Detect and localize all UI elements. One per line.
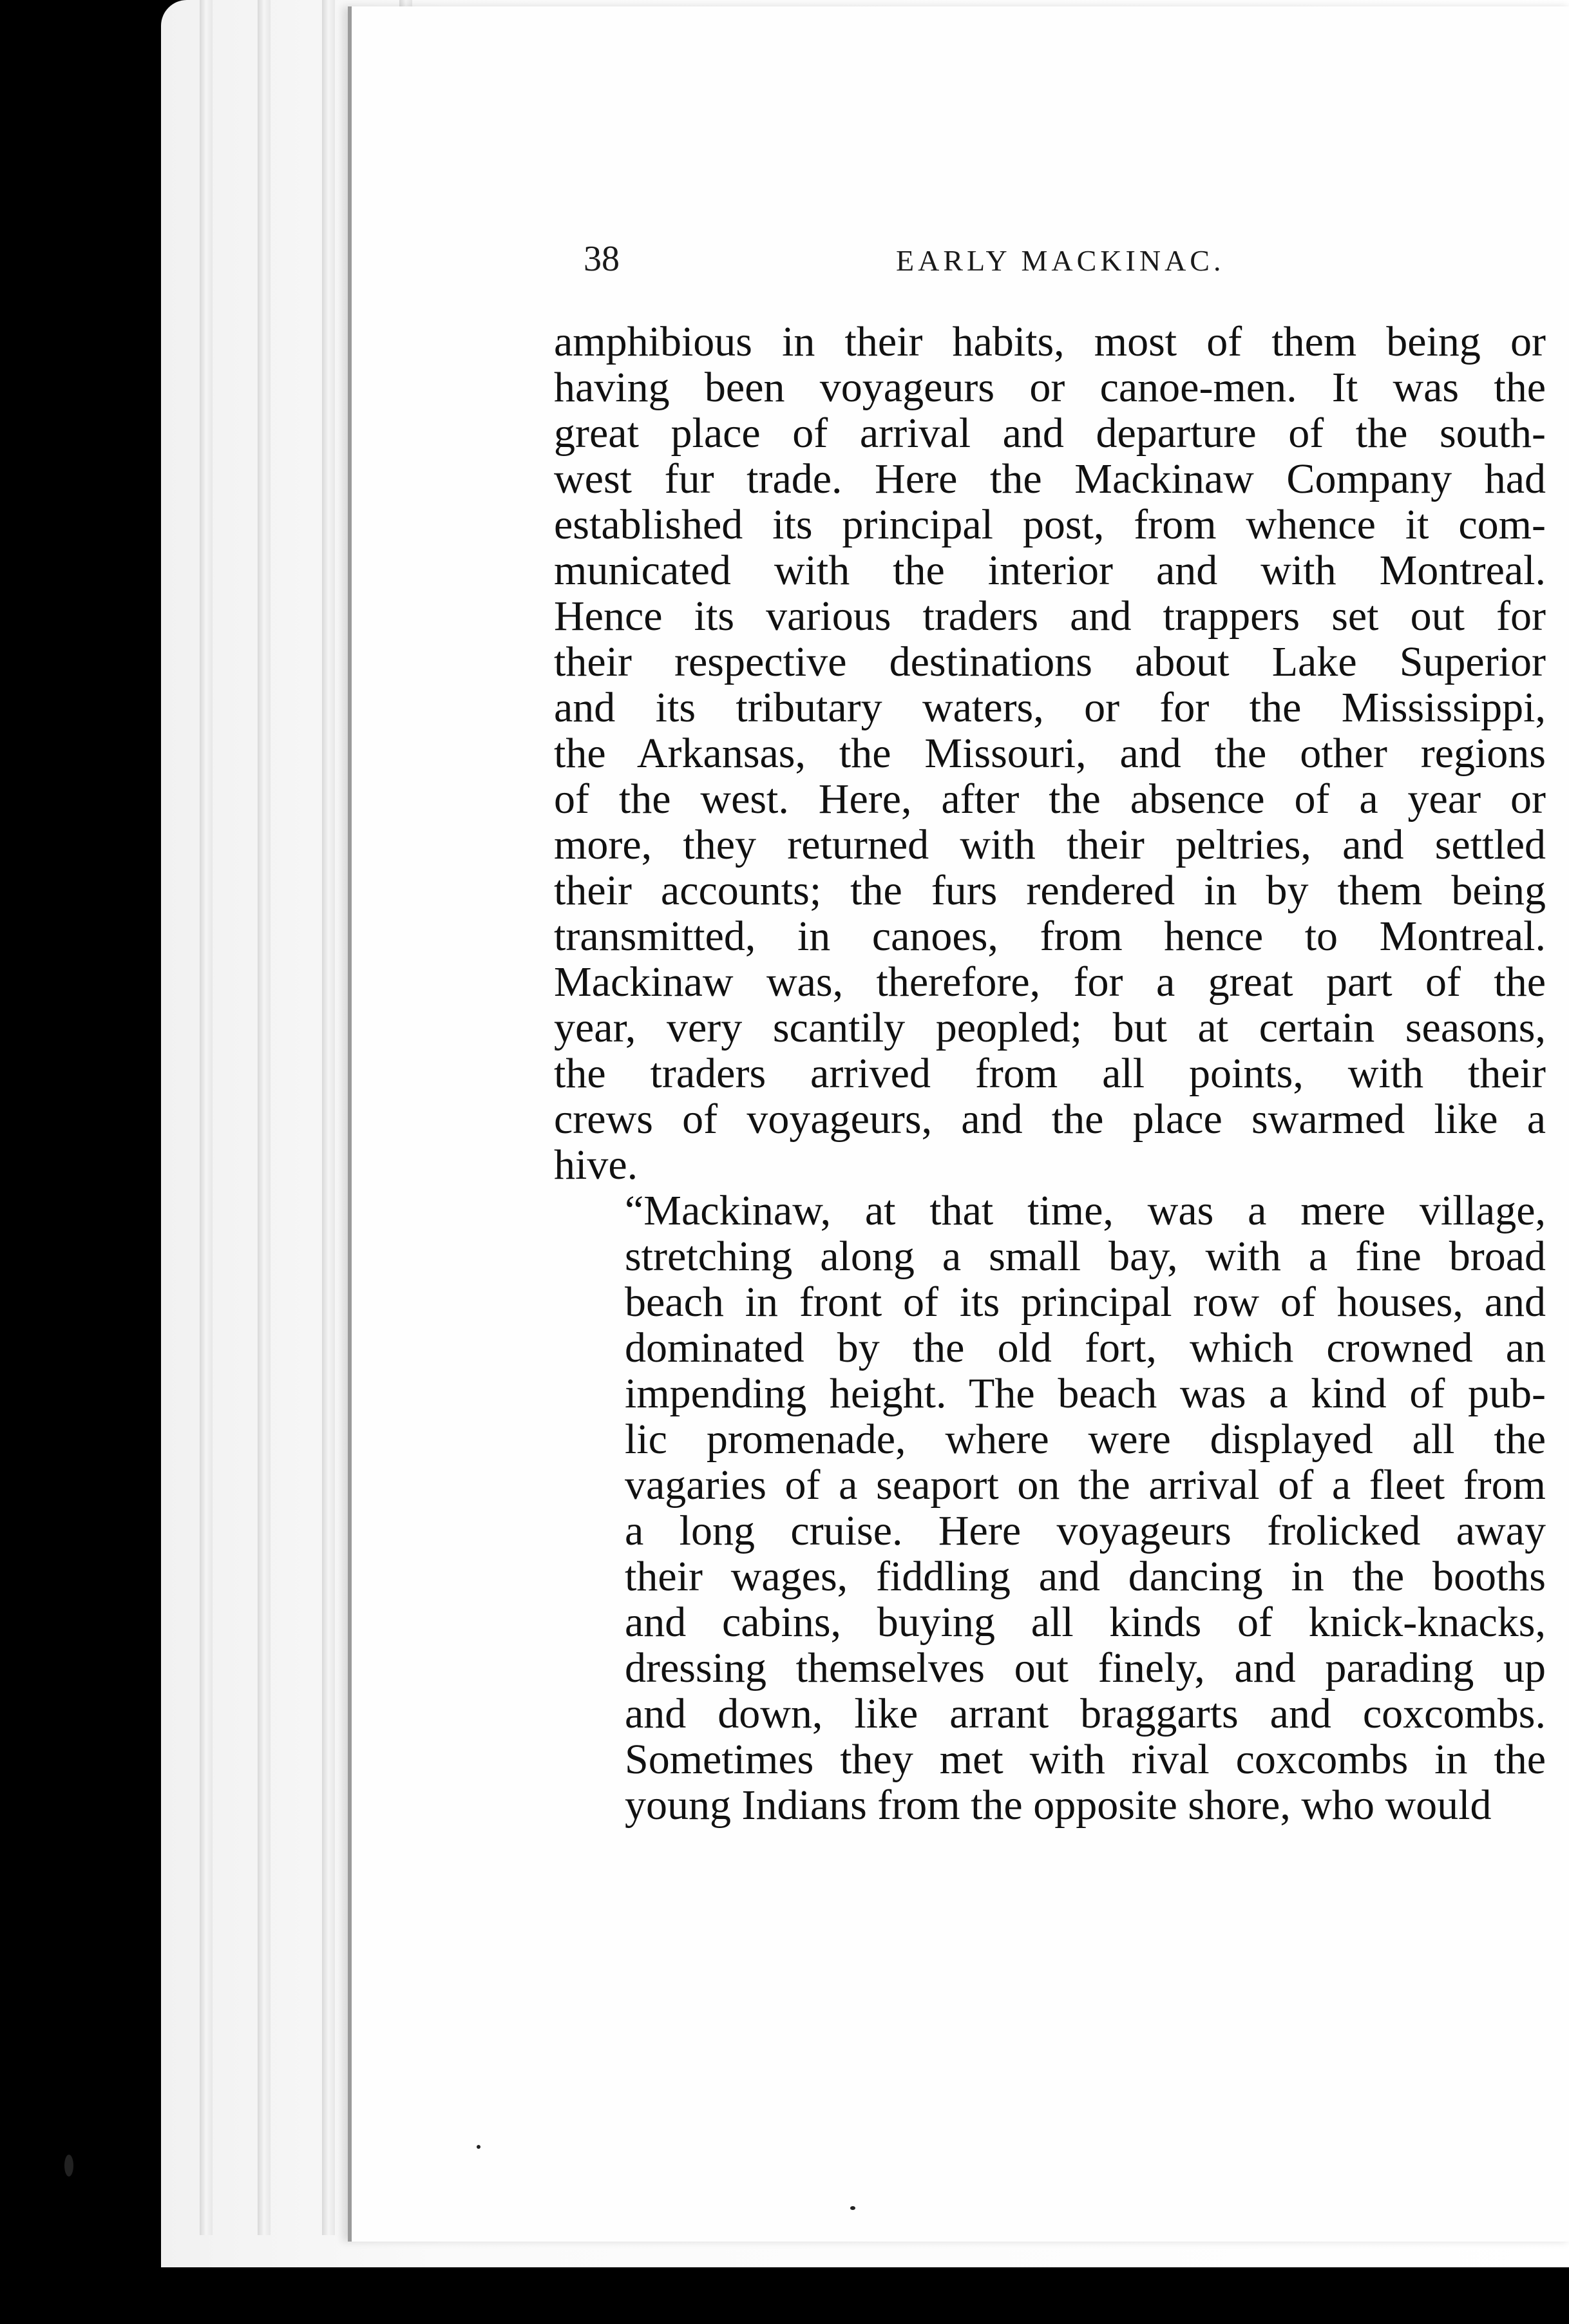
page-edge: [200, 0, 213, 2235]
text-line: and cabins, buying all kinds of knick-knacks,: [625, 1599, 1546, 1646]
text-line: hive.: [554, 1141, 638, 1188]
text-line: west fur trade. Here the Mackinaw Company had: [554, 455, 1546, 502]
scan-speck: [477, 2145, 480, 2149]
running-head: [584, 238, 1266, 290]
text-line: a long cruise. Here voyageurs frolicked away: [625, 1507, 1546, 1554]
text-line: their respective destinations about Lake Superior: [554, 638, 1546, 685]
scan-speck: [64, 2155, 73, 2176]
text-line: beach in front of its principal row of houses, and: [625, 1279, 1546, 1326]
text-line: crews of voyageurs, and the place swarmed like a: [554, 1096, 1546, 1143]
page-number: 38: [584, 239, 620, 279]
text-line: Hence its various traders and trappers set out for: [554, 593, 1546, 640]
text-line: great place of arrival and departure of the south-: [554, 410, 1546, 457]
text-line: the Arkansas, the Missouri, and the other regions: [554, 730, 1546, 777]
text-line: young Indians from the opposite shore, who would: [625, 1782, 1492, 1829]
text-line: impending height. The beach was a kind of pub-: [625, 1370, 1546, 1417]
text-line: lic promenade, where were displayed all the: [625, 1416, 1546, 1463]
running-title: EARLY MACKINAC.: [896, 244, 1225, 277]
text-line: more, they returned with their peltries, and settled: [554, 821, 1546, 868]
text-line: the traders arrived from all points, with their: [554, 1050, 1546, 1097]
text-line: year, very scantily peopled; but at certain seasons,: [554, 1004, 1546, 1051]
text-line: Sometimes they met with rival coxcombs in the: [625, 1736, 1546, 1783]
text-line: having been voyageurs or canoe-men. It was the: [554, 364, 1546, 411]
text-line: of the west. Here, after the absence of a year or: [554, 776, 1546, 823]
text-line: their wages, fiddling and dancing in the booths: [625, 1553, 1546, 1600]
text-line: municated with the interior and with Montreal.: [554, 547, 1546, 594]
text-line: dressing themselves out finely, and parading up: [625, 1644, 1546, 1691]
text-line: Mackinaw was, therefore, for a great part of the: [554, 958, 1546, 1005]
body-text: [554, 319, 1546, 1828]
scan-speck: [850, 2206, 855, 2210]
paragraph: [554, 1188, 1546, 1828]
page-edge: [258, 0, 271, 2235]
text-line: vagaries of a seaport on the arrival of a fleet from: [625, 1462, 1546, 1509]
text-line: transmitted, in canoes, from hence to Montreal.: [554, 913, 1546, 960]
text-line: and down, like arrant braggarts and coxcombs.: [625, 1690, 1546, 1737]
text-line: stretching along a small bay, with a fine broad: [625, 1233, 1546, 1280]
text-line: and its tributary waters, or for the Mississippi,: [554, 684, 1546, 731]
text-line: amphibious in their habits, most of them being or: [554, 318, 1546, 365]
text-line: “Mackinaw, at that time, was a mere village,: [625, 1187, 1546, 1234]
text-line: established its principal post, from whence it com-: [554, 501, 1546, 548]
text-line: their accounts; the furs rendered in by them being: [554, 867, 1546, 914]
text-line: dominated by the old fort, which crowned an: [625, 1324, 1546, 1371]
paragraph: [554, 319, 1546, 1188]
page-edge: [322, 0, 335, 2235]
